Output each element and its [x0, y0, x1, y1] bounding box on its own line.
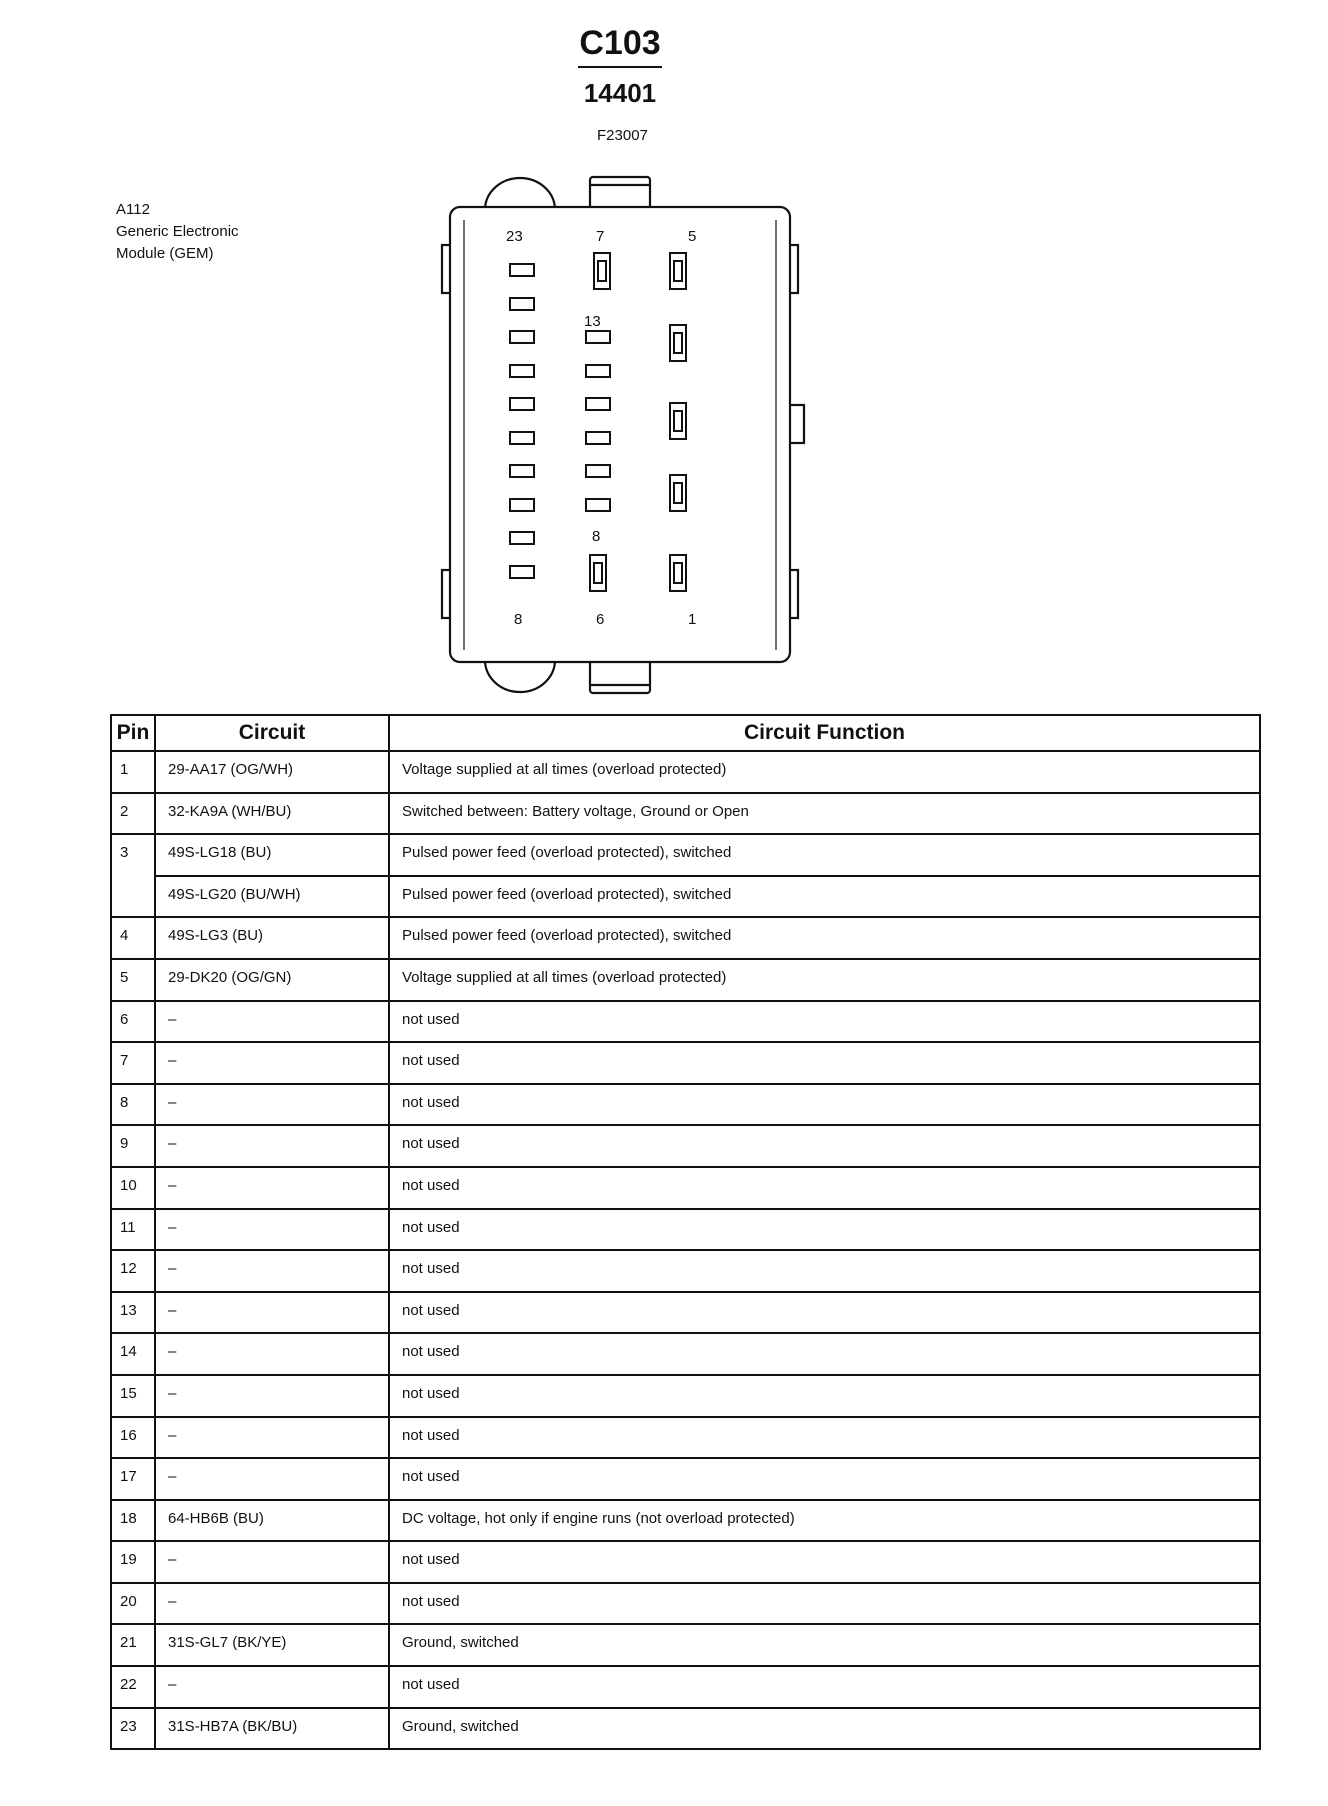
function-cell: Pulsed power feed (overload protected), switched: [389, 876, 1260, 918]
table-row: [111, 793, 1260, 835]
function-cell: Pulsed power feed (overload protected), switched: [389, 917, 1260, 959]
pin-cell: 20: [111, 1583, 155, 1625]
table-row: [111, 1624, 1260, 1666]
function-cell: not used: [389, 1666, 1260, 1708]
table-row: [111, 1250, 1260, 1292]
pinout-table: [110, 714, 1261, 1750]
circuit-cell: –: [155, 1292, 389, 1334]
header-pin: Pin: [111, 715, 155, 751]
pin-cell: 17: [111, 1458, 155, 1500]
function-cell: not used: [389, 1583, 1260, 1625]
circuit-cell: –: [155, 1458, 389, 1500]
header-function: Circuit Function: [389, 715, 1260, 751]
function-cell: not used: [389, 1541, 1260, 1583]
function-cell: not used: [389, 1125, 1260, 1167]
function-cell: not used: [389, 1250, 1260, 1292]
table-row: [111, 751, 1260, 793]
circuit-cell: –: [155, 1042, 389, 1084]
circuit-cell: –: [155, 1209, 389, 1251]
pin-label-1: 1: [688, 611, 697, 628]
circuit-cell: –: [155, 1583, 389, 1625]
pin-label-13: 13: [584, 313, 601, 330]
function-cell: Ground, switched: [389, 1708, 1260, 1750]
pin-cell: 7: [111, 1042, 155, 1084]
pin-cell: 11: [111, 1209, 155, 1251]
pin-cell: 14: [111, 1333, 155, 1375]
circuit-cell: –: [155, 1541, 389, 1583]
pin-cell: 9: [111, 1125, 155, 1167]
function-cell: DC voltage, hot only if engine runs (not overload protected): [389, 1500, 1260, 1542]
table-row: [111, 1583, 1260, 1625]
circuit-cell: 31S-HB7A (BK/BU): [155, 1708, 389, 1750]
table-row: [111, 1001, 1260, 1043]
circuit-cell: –: [155, 1417, 389, 1459]
pin-cell: 22: [111, 1666, 155, 1708]
function-cell: not used: [389, 1333, 1260, 1375]
component-label: [116, 199, 239, 265]
pin-cell: 15: [111, 1375, 155, 1417]
component-name-line2: Module (GEM): [116, 245, 214, 262]
part-number: 14401: [583, 78, 657, 108]
pin-cell: 6: [111, 1001, 155, 1043]
pin-cell: 5: [111, 959, 155, 1001]
table-row: [111, 1375, 1260, 1417]
function-cell: Voltage supplied at all times (overload protected): [389, 959, 1260, 1001]
table-row: [111, 917, 1260, 959]
circuit-cell: 31S-GL7 (BK/YE): [155, 1624, 389, 1666]
function-cell: not used: [389, 1375, 1260, 1417]
pin-cell: 2: [111, 793, 155, 835]
circuit-cell: –: [155, 1001, 389, 1043]
function-cell: Switched between: Battery voltage, Ground or Open: [389, 793, 1260, 835]
pin-cell: 18: [111, 1500, 155, 1542]
pin-label-7: 7: [596, 228, 605, 245]
table-row: [111, 1458, 1260, 1500]
pin-cell: 13: [111, 1292, 155, 1334]
pin-label-6: 6: [596, 611, 605, 628]
component-name-line1: Generic Electronic: [116, 223, 239, 240]
pin-cell: 8: [111, 1084, 155, 1126]
circuit-cell: –: [155, 1666, 389, 1708]
table-row: [111, 1333, 1260, 1375]
pin-label-8-mid: 8: [592, 528, 601, 545]
table-row: [111, 834, 1260, 876]
function-cell: Pulsed power feed (overload protected), switched: [389, 834, 1260, 876]
circuit-cell: –: [155, 1375, 389, 1417]
function-cell: Ground, switched: [389, 1624, 1260, 1666]
connector-face-diagram: [430, 165, 810, 705]
circuit-cell: 32-KA9A (WH/BU): [155, 793, 389, 835]
table-row: [111, 1417, 1260, 1459]
circuit-cell: –: [155, 1084, 389, 1126]
pin-cell: 21: [111, 1624, 155, 1666]
function-cell: not used: [389, 1042, 1260, 1084]
pin-label-23: 23: [506, 228, 523, 245]
function-cell: not used: [389, 1417, 1260, 1459]
table-row: [111, 1292, 1260, 1334]
circuit-cell: –: [155, 1333, 389, 1375]
table-row: [111, 1084, 1260, 1126]
circuit-cell: –: [155, 1125, 389, 1167]
function-cell: not used: [389, 1209, 1260, 1251]
table-row: [111, 1708, 1260, 1750]
function-cell: not used: [389, 1001, 1260, 1043]
function-cell: not used: [389, 1458, 1260, 1500]
pin-cell: 4: [111, 917, 155, 959]
pin-cell: 16: [111, 1417, 155, 1459]
table-row: [111, 1042, 1260, 1084]
pin-cell: 23: [111, 1708, 155, 1750]
circuit-cell: 49S-LG3 (BU): [155, 917, 389, 959]
function-cell: not used: [389, 1292, 1260, 1334]
table-row: [111, 876, 1260, 918]
figure-code: F23007: [597, 127, 648, 144]
connector-id-title: C103: [579, 24, 661, 62]
circuit-cell: –: [155, 1167, 389, 1209]
component-code: A112: [116, 201, 150, 218]
pin-label-5: 5: [688, 228, 697, 245]
circuit-cell: 29-DK20 (OG/GN): [155, 959, 389, 1001]
table-row: [111, 1209, 1260, 1251]
circuit-cell: –: [155, 1250, 389, 1292]
pin-cell: 19: [111, 1541, 155, 1583]
function-cell: not used: [389, 1167, 1260, 1209]
header-circuit: Circuit: [155, 715, 389, 751]
function-cell: not used: [389, 1084, 1260, 1126]
table-row: [111, 1500, 1260, 1542]
table-row: [111, 1666, 1260, 1708]
pin-cell: 10: [111, 1167, 155, 1209]
pin-cell: 12: [111, 1250, 155, 1292]
circuit-cell: 29-AA17 (OG/WH): [155, 751, 389, 793]
title-underline: [578, 66, 662, 68]
table-row: [111, 1125, 1260, 1167]
pin-cell: 3: [111, 834, 155, 876]
table-header-row: [111, 715, 1260, 751]
pin-cell: 1: [111, 751, 155, 793]
circuit-cell: 64-HB6B (BU): [155, 1500, 389, 1542]
circuit-cell: 49S-LG20 (BU/WH): [155, 876, 389, 918]
pin-label-8-bottom: 8: [514, 611, 523, 628]
table-row: [111, 959, 1260, 1001]
table-row: [111, 1167, 1260, 1209]
table-row: [111, 1541, 1260, 1583]
function-cell: Voltage supplied at all times (overload protected): [389, 751, 1260, 793]
pin-cell: [111, 876, 155, 918]
circuit-cell: 49S-LG18 (BU): [155, 834, 389, 876]
